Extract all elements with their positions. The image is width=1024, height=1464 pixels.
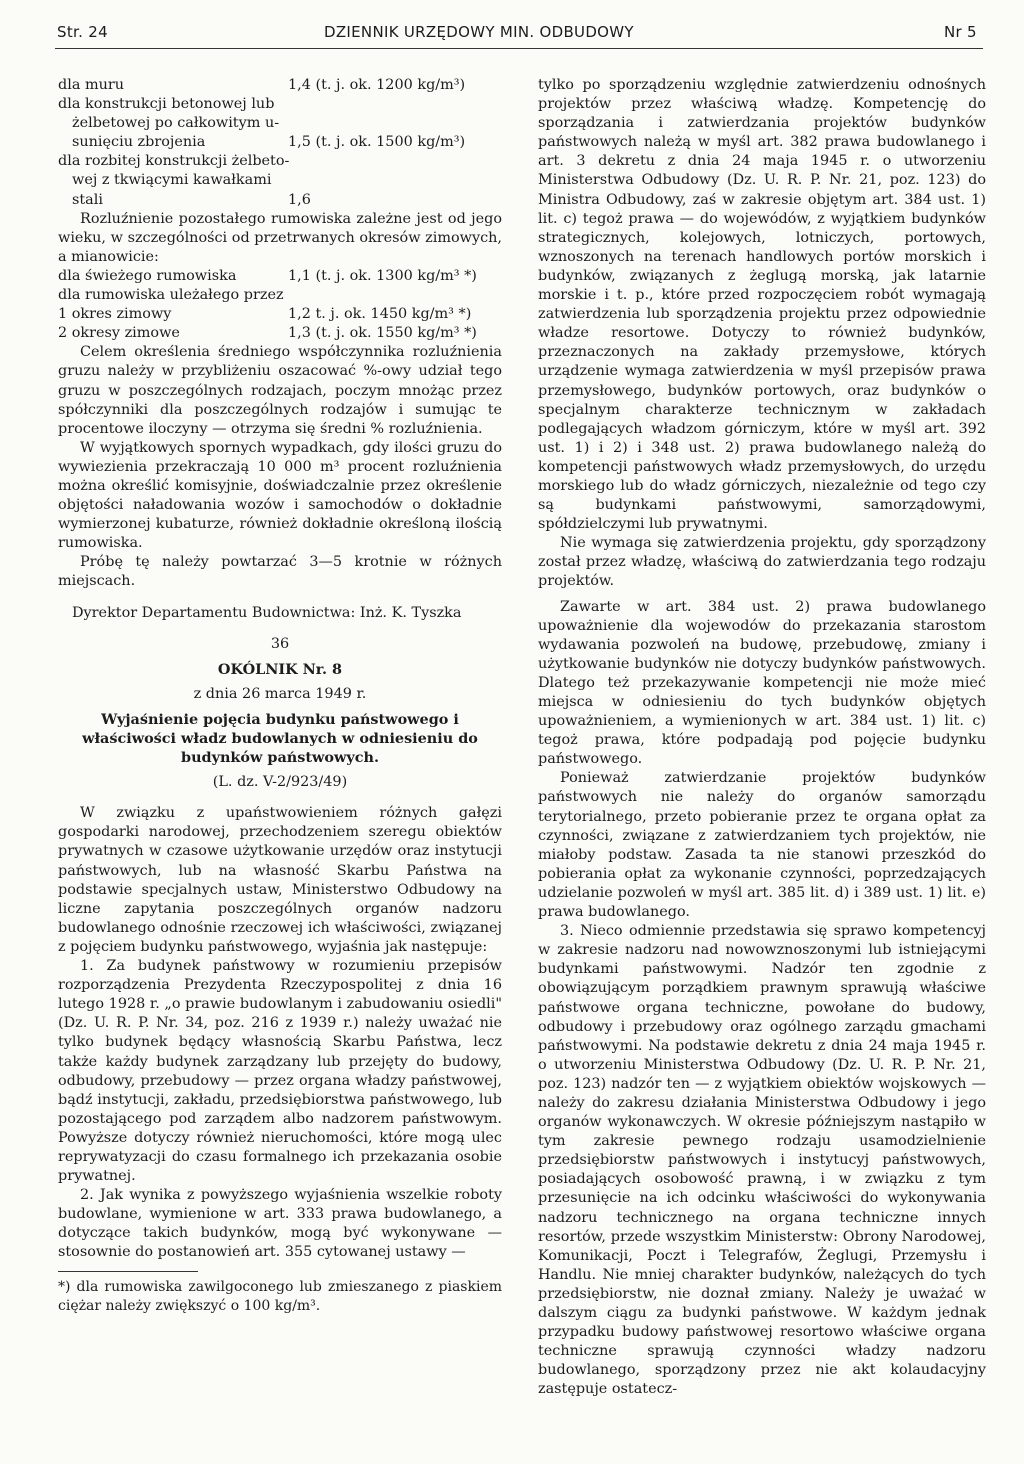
table-row: dla rozbitej konstrukcji żelbeto- [58, 153, 290, 170]
paragraph: tylko po sporządzeniu względnie zatwierdzeniu odnośnych projektów przez właściwą władzę. Kompetencję do sporządzania i zatwierdzania projektów budynków państwowych należą w myśl art. 382 prawa budowlanego i art. 3 dekretu z dnia 24 maja 1945 r. o utworzeniu Ministerstwa Odbudowy (Dz. U. R. P. Nr. 21, poz. 123) do Ministra Odbudowy, zaś w zakresie objętym art. 384 ust. 1) lit. c) tegoż prawa — do wojewódów, z wyjątkiem budynków strategicznych, kolejowych, lotniczych, portowych, wznoszonych na terenach handlowych portów morskich i budynków, związanych z żeglugą morską, jak latarnie morskie i t. p., które przed rozpoczęciem robót wymagają zatwierdzenia lub sporządzenia projektu przez odpowiednie władze resortowe. Dotyczy to również budynków, przeznaczonych na zakłady przemysłowe, których urządzenie wymaga zatwierdzenia w myśl przepisów prawa przemysłowego, budynków portowych, oraz budynków o specjalnym charakterze technicznym w zakładach podlegających władzom górniczym, które w myśl art. 392 ust. 1) i 2) i 348 ust. 2) prawa budowlanego należą do kompetencji państwowych władz przemysłowych, do urzędu morskiego lub do władz górniczych, niezależnie od tego czy są budynkami państwowymi, samorządowymi, spółdzielczymi lub prywatnymi. [538, 77, 986, 533]
paragraph: Rozluźnienie pozostałego rumowiska zależne jest od jego wieku, w szczególności od przetrwanych okresów zimowych, a mianowicie: [58, 210, 502, 265]
journal-title: DZIENNIK URZĘDOWY MIN. ODBUDOWY [324, 23, 634, 41]
table-row: dla rumowiska uleżałego przez [58, 287, 284, 304]
page-header [0, 20, 1024, 46]
paragraph: Próbę tę należy powtarzać 3—5 krotnie w różnych miejscach. [58, 554, 502, 590]
table-row: dla muru 1,4 (t. j. ok. 1200 kg/m³) [58, 77, 466, 93]
page-number: Str. 24 [57, 23, 108, 41]
paragraph: W związku z upaństwowieniem różnych gałęzi gospodarki narodowej, przechodzeniem szeregu obiektów prywatnych w czasowe użytkowanie urzędów oraz instytucji państwowych, lub na własność Skarbu Państwa na podstawie specjalnych ustaw, Ministerstwo Odbudowy na liczne zapytania poszczególnych organów nadzoru budowlanego odnośnie rzeczowej ich właściwości, związanej z pojęciem budynku państwowego, wyjaśnia jak następuje: [58, 805, 502, 955]
paragraph: 2. Jak wynika z powyższego wyjaśnienia wszelkie roboty budowlane, wymienione w art. 333 prawa budowlanego, a dotyczące takich budynków, mogą być wykonywane — stosownie do postanowień art. 355 cytowanej ustawy — [58, 1187, 502, 1261]
table-row: dla konstrukcji betonowej lub [58, 96, 275, 113]
table-row: 2 okresy zimowe 1,3 (t. j. ok. 1550 kg/m³ *) [58, 325, 477, 342]
signature: Dyrektor Departamentu Budownictwa: Inż. K. Tyszka [72, 604, 462, 621]
paragraph: Ponieważ zatwierdzanie projektów budynków państwowych nie należy do organów samorządu terytorialnego, przeto pobieranie przez te organa opłat za czynności, związane z zatwierdzaniem tych projektów, nie miałoby podstaw. Zasada ta nie stanowi przeszkód do pobierania opłat za wykonanie czynności, poprzedzających udzielanie pozwoleń w myśl art. 385 lit. d) i 389 ust. 1) lit. e) prawa budowlanego. [538, 770, 986, 921]
density-table-1 [58, 76, 502, 210]
table-row: żelbetowej po całkowitym u- [72, 115, 280, 132]
table-row: stali 1,6 [72, 191, 311, 208]
table-row: dla świeżego rumowiska 1,1 (t. j. ok. 1300 kg/m³ *) [58, 267, 477, 284]
paragraph: Nie wymaga się zatwierdzenia projektu, gdy sporządzony został przez władzę, właściwą do zatwierdzania tego rodzaju projektów. [538, 535, 986, 590]
paragraph: Zawarte w art. 384 ust. 2) prawa budowlanego upoważnienie dla wojewodów do przekazania starostom wydawania pozwoleń na budowę, przebudowę, zmiany i użytkowanie budynków nie dotyczy budynków państwowych. Dlatego też przekazywanie kompetencji nie może mieć miejsca w odniesieniu do tych budynków objętych upoważnieniem, a wymienionych w art. 384 ust. 1) lit. c) tegoż prawa, które podpadają pod pojęcie budynku państwowego. [538, 598, 986, 768]
document-number: 36 [270, 635, 290, 652]
reference-number: (L. dz. V-2/923/49) [212, 774, 348, 791]
issue-number: Nr 5 [944, 23, 977, 41]
density-table-2 [58, 267, 502, 343]
paragraph: 1. Za budynek państwowy w rozumieniu przepisów rozporządzenia Prezydenta Rzeczypospolitej z dnia 16 lutego 1928 r. „o prawie budowlanym i zabudowaniu osiedli" (Dz. U. R. P. Nr. 34, poz. 216 z 1939 r.) należy uważać nie tylko budynek będący własnością Skarbu Państwa, lecz także każdy budynek zarządzany lub przejęty do budowy, odbudowy, przebudowy — przez organa władzy państwowej, bądź instytucji, zakładu, przedsiębiorstwa państwowego, lub pozostającego pod zarządem albo nadzorem państwowym. Powyższe dotyczy również nieruchomości, które mogą ulec reprywatyzacji do czasu formalnego ich przekazania osobie prywatnej. [58, 958, 502, 1185]
footnote-rule [58, 1271, 198, 1272]
header-rule [55, 48, 983, 49]
right-column [538, 76, 986, 1399]
circular-date: z dnia 26 marca 1949 r. [193, 685, 367, 702]
footnote: *) dla rumowiska zawilgoconego lub zmieszanego z piaskiem ciężar należy zwiększyć o 100 kg/m³. [58, 1278, 502, 1314]
left-column [58, 76, 502, 1316]
table-row: 1 okres zimowy 1,2 t. j. ok. 1450 kg/m³ *) [58, 306, 472, 323]
circular-subject: Wyjaśnienie pojęcia budynku państwowego i właściwości władz budowlanych w odniesieniu do budynków państwowych. [82, 710, 478, 767]
paragraph: W wyjątkowych spornych wypadkach, gdy ilości gruzu do wywiezienia przekraczają 10 000 m³ procent rozluźnienia można określić komisyjnie, doświadczalnie przez określenie objętości naładowania wozów i samochodów o dokładnie wymierzonej kubaturze, również dokładnie określoną ilością rumowiska. [58, 439, 502, 552]
paragraph: Celem określenia średniego współczynnika rozluźnienia gruzu należy w przybliżeniu oszacować %-owy udział tego gruzu w poszczególnych rodzajach, poczym mnożąc przez spółczynniki dla poszczególnych rodzajów i sumując te procentowe iloczyny — otrzyma się średni % rozluźnienia. [58, 344, 502, 437]
paragraph: 3. Nieco odmiennie przedstawia się sprawo kompetencyj w zakresie nadzoru nad nowowznoszonymi lub istniejącymi budynkami państwowymi. Nadzór ten zgodnie z obowiązującym porządkiem prawnym sprawują właściwe państwowe organa techniczne, powołane do budowy, odbudowy i przebudowy oraz ogólnego zarządu gmachami państwowymi. Na podstawie dekretu z dnia 24 maja 1945 r. o utworzeniu Ministerstwa Odbudowy (Dz. U. R. P. Nr. 21, poz. 123) nadzór ten — z wyjątkiem obiektów wojskowych — należy do zakresu działania Ministerstwa Odbudowy i jego organów wykonawczych. W okresie późniejszym nastąpiło w tym zakresie pewnego rodzaju usamodzielnienie przedsiębiorstw państwowych i instytucyj państwowych, posiadających osobowość prawną, i w związku z tym przesunięcie na ich odcinku właściwości do wykonywania nadzoru technicznego na organa techniczne innych resortów, przede wszystkim Ministerstw: Obrony Narodowej, Komunikacji, Poczt i Telegrafów, Żeglugi, Przemysłu i Handlu. Nie mniej charakter budynków, należących do tych przedsiębiorstw, nie doznał zmiany. Należy je uważać w dalszym ciągu za budynki państwowe. W każdym jednak przypadku budowy państwowej resortowo właściwe organa techniczne sprawują czynności władzy nadzoru budowlanego, sporządzony przez nie akt kolaudacyjny zastępuje ostatecz- [538, 923, 986, 1398]
table-row: wej z tkwiącymi kawałkami [72, 172, 272, 189]
circular-title: OKÓLNIK Nr. 8 [217, 660, 343, 678]
table-row: sunięciu zbrojenia 1,5 (t. j. ok. 1500 kg/m³) [72, 134, 466, 151]
